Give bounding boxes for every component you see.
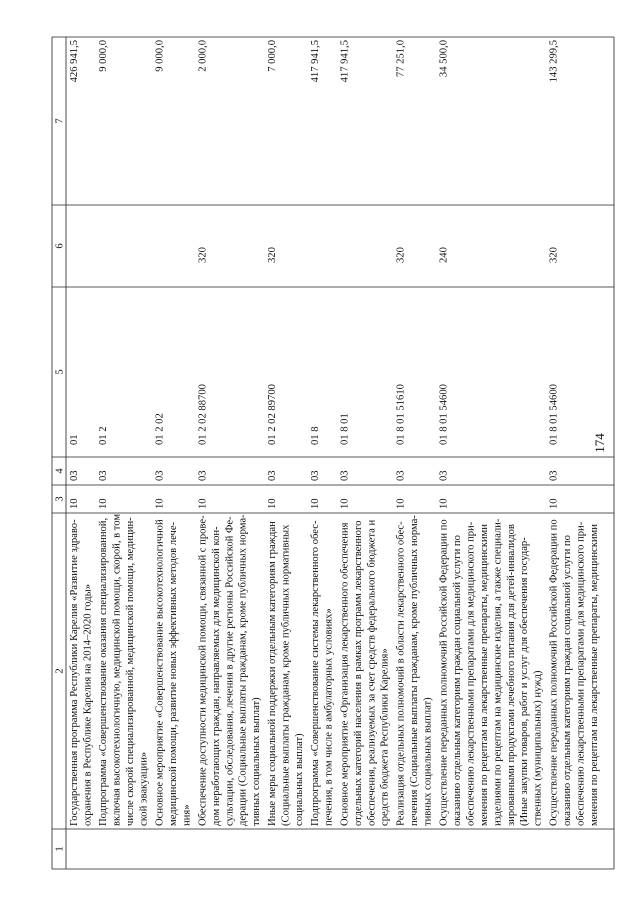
budget-section-cell: 10 — [267, 498, 279, 509]
budget-subsection-cell: 03 — [548, 470, 560, 481]
row-name-line: отдельных категорий населения в рамках программ лекарственного — [352, 520, 364, 826]
budget-section-cell: 10 — [98, 498, 110, 509]
row-name-line: тивных социальных выплат) — [251, 697, 263, 826]
target-article-cell: 01 8 01 51610 — [395, 384, 407, 445]
amount-cell: 77 251,0 — [395, 40, 407, 78]
row-name-line: медицинской помощи, развитие новых эффективных методов лече- — [167, 521, 179, 826]
amount-cell: 34 500,0 — [438, 40, 450, 78]
budget-subsection-cell: 03 — [68, 470, 80, 481]
row-name-line: (Социальные выплаты гражданам, кроме публичных нормативных — [280, 524, 292, 826]
budget-section-cell: 10 — [395, 498, 407, 509]
budget-section-cell: 10 — [438, 498, 450, 509]
expense-type-cell: 240 — [438, 247, 450, 263]
row-name-line: Обеспечение доступности медицинской помощи, связанной с прове- — [197, 515, 209, 826]
amount-cell: 7 000,0 — [267, 40, 279, 72]
amount-cell: 417 941,5 — [339, 40, 351, 83]
expense-type-cell: 320 — [267, 247, 279, 263]
budget-subsection-cell: 03 — [309, 470, 321, 481]
row-name-line: Подпрограмма «Совершенствование системы лекарственного обес- — [309, 520, 321, 826]
row-name-line: печения, в том числе в амбулаторных условиях» — [323, 608, 335, 826]
row-name-line: Основное мероприятие «Организация лекарственного обеспечения — [339, 522, 351, 826]
row-name-line: ской эвакуации» — [138, 751, 150, 826]
amount-cell: 143 299,5 — [548, 40, 560, 83]
budget-subsection-cell: 03 — [154, 470, 166, 481]
row-name-line: обеспечению лекарственными препаратами для медицинского при- — [465, 521, 477, 826]
target-article-cell: 01 2 — [98, 426, 110, 445]
row-name-line: числе скорой специализированной, медицинской помощи, медицин- — [125, 517, 137, 826]
target-article-cell: 01 8 01 54600 — [548, 384, 560, 445]
budget-section-cell: 10 — [197, 498, 209, 509]
row-name-line: Государственная программа Республики Карелия «Развитие здраво- — [68, 519, 80, 826]
row-name-line: Осуществление переданных полномочий Российской Федерации по — [548, 519, 560, 826]
row-name-line: Основное мероприятие «Совершенствование высокотехнологичной — [154, 519, 166, 826]
row-name-line: сультации, обследования, лечения в другие регионы Российской Фе- — [224, 516, 236, 826]
target-article-cell: 01 2 02 — [154, 413, 166, 445]
row-name-line: обеспечения, реализуемых за счет средств федерального бюджета и — [366, 519, 378, 826]
row-name-line: тивных социальных выплат) — [422, 697, 434, 826]
target-article-cell: 01 2 02 89700 — [267, 384, 279, 445]
column-number-3: 3 — [54, 496, 66, 502]
target-article-cell: 01 8 01 54600 — [438, 384, 450, 445]
row-name-line: Подпрограмма «Совершенствование оказания специализированной, — [98, 517, 110, 826]
row-name-line: оказанию отдельным категориям граждан социальной услуги по — [451, 535, 463, 826]
row-name-line: дерации (Социальные выплаты гражданам, кроме публичных норма- — [237, 514, 249, 826]
row-name-line: (Иные закупки товаров, работ и услуг для обеспечения государ- — [519, 537, 531, 826]
row-name-line: охранения в Республике Карелия на 2014–2020 годы» — [82, 583, 94, 826]
row-name-line: менения по рецептам на лекарственные препараты, медицинскими — [478, 524, 490, 826]
target-article-cell: 01 8 01 — [339, 413, 351, 445]
column-number-7: 7 — [54, 118, 66, 124]
column-number-5: 5 — [54, 369, 66, 375]
budget-subsection-cell: 03 — [267, 470, 279, 481]
budget-subsection-cell: 03 — [339, 470, 351, 481]
expense-type-cell: 320 — [548, 247, 560, 263]
expense-type-cell: 320 — [197, 247, 209, 263]
amount-cell: 2 000,0 — [197, 40, 209, 72]
row-name-line: менения по рецептам на лекарственные препараты, медицинскими — [588, 524, 600, 826]
row-name-line: зированными продуктами лечебного питания для детей-инвалидов — [505, 524, 517, 826]
budget-subsection-cell: 03 — [438, 470, 450, 481]
row-name-line: Осуществление переданных полномочий Российской Федерации по — [438, 519, 450, 826]
column-number-2: 2 — [54, 668, 66, 674]
row-name-line: оказанию отдельным категориям граждан социальной услуги по — [562, 535, 574, 826]
budget-subsection-cell: 03 — [98, 470, 110, 481]
target-article-cell: 01 2 02 88700 — [197, 384, 209, 445]
target-article-cell: 01 — [68, 434, 80, 445]
row-name-line: Иные меры социальной поддержки отдельным категориям граждан — [267, 521, 279, 826]
row-name-line: социальных выплат) — [294, 733, 305, 826]
amount-cell: 9 000,0 — [98, 40, 110, 72]
expense-type-cell: 320 — [395, 247, 407, 263]
budget-section-cell: 10 — [309, 498, 321, 509]
row-name-line: средств бюджета Республики Карелия» — [379, 648, 391, 826]
amount-cell: 9 000,0 — [154, 40, 166, 72]
column-number-6: 6 — [54, 243, 66, 249]
row-name-line: дом неработающих граждан, направляемых для медицинской кон- — [210, 526, 222, 826]
budget-section-cell: 10 — [339, 498, 351, 509]
column-number-1: 1 — [54, 846, 66, 852]
row-name-line: ственных (муниципальных) нужд) — [532, 670, 544, 826]
amount-cell: 417 941,5 — [309, 40, 321, 83]
row-name-line: изделиями по рецептам на медицинские изделия, а также специали- — [492, 518, 504, 826]
page-number: 174 — [592, 433, 607, 453]
target-article-cell: 01 8 — [309, 426, 321, 445]
row-name-line: обеспечению лекарственными препаратами для медицинского при- — [575, 521, 587, 826]
column-number-4: 4 — [54, 468, 66, 474]
row-name-line: включая высокотехнологичную, медицинской помощи, скорой, в том — [111, 513, 123, 826]
budget-section-cell: 10 — [548, 498, 560, 509]
budget-section-cell: 10 — [68, 498, 80, 509]
amount-cell: 426 941,5 — [68, 40, 80, 83]
row-name-line: ния» — [181, 804, 193, 826]
budget-subsection-cell: 03 — [395, 470, 407, 481]
row-name-line: печения (Социальные выплаты гражданам, кроме публичных норма- — [409, 515, 421, 826]
budget-subsection-cell: 03 — [197, 470, 209, 481]
row-name-line: Реализация отдельных полномочий в области лекарственного обес- — [395, 521, 407, 826]
budget-section-cell: 10 — [154, 498, 166, 509]
